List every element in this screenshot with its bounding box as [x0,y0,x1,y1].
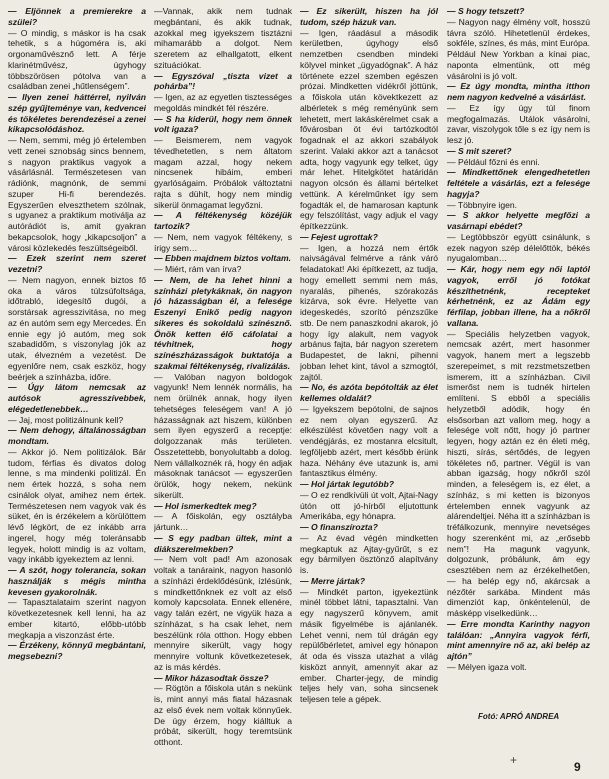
interview-answer: — Jaj, most politizálnunk kell? [8,414,124,425]
interview-answer: — Tapasztalataim szerint nagyon következetesnek kell lenni, ha az ember kitartó, előbb-utóbb megkapja a viszonzást érte. [8,597,146,640]
interview-question: — Nem dehogy, általánosságban mondtam. [8,425,146,446]
interview-question: — Nem, de ha lehet hinni a színházi pletykáknak, ön nagyon jó házasságban él, a felesége Eszenyi Enikő pedig nagyon sikeres és sokoldalú színésznő. Önök ketten élő cáfolatai a tévhitnek, hogy színészházasságok buktatója a szakmai féltékenység, rivalizálás. [154,274,292,371]
interview-question: — Érzékeny, könnyű megbántani, megsebezni? [8,640,146,661]
interview-answer: — Nem nagyon, ennek biztos fő oka a város túlzsúfoltsága, időtrabló, idegesítő dugói, a sorstársak agresszivitása, no meg az én autóm sem egy Mercedes. Én ennie egy jó autóm, meg sok szabadidőm, s viszonylag jók az utak, élvezném a vezetést. De egyenlőre nem, csak eszköz, hogy beérjek a színházba, időre. [8,274,146,382]
interview-answer: — Akkor jó. Nem politizálok. Bár tudom, férfias és divatos dolog lenne, s ma mindenki politizál. Én nem értek hozzá, s soha nem csinálok olyat, amihez nem értek. Természetesen nem vagyok vak és süket, én is érzékelem a körülöttem lévő légkört, de ez inkább arra ingerel, hogy még toleránsabb legyek, holott mindig is az voltam, vagy inkább igyekeztem az lenni. [8,446,146,565]
interview-question: — S mit szeret? [447,145,512,156]
interview-answer: —Vannak, akik nem tudnak megbántani, és akik tudnak, azokkal meg igyekszem tisztázni mihamarább a dolgot. Nem szeretem az elhallgatott, elkent szituációkat. [154,6,292,70]
interview-answer: — Beismerem, nem vagyok tévedhetetlen, s nem áltatom magam azzal, hogy nekem nincsenek hibáim, emberi gyarlóságaim. Próbálok változtatni rajta s dühít, hogy nem mindig sikerül önmagamat legyőzni. [154,135,292,210]
crop-mark: + [510,753,518,767]
interview-question: — O finanszírozta? [300,522,378,532]
interview-question: — A féltékenység közéjük tartozik? [154,210,292,231]
interview-answer: — Miért, rám van írva? [154,264,242,274]
interview-answer: — Az évad végén mindketten megkaptuk az Ajtay-gyűrűt, s ez egy bármilyen ösztönző alapítvány is. [300,532,438,575]
interview-answer: — Nem volt pad! Am azonosak voltak a tanáraink, nagyon hasonló a színházi érdeklődésünk, ízlésünk, s mindkettőnknek ez volt az első komoly kapcsolata. Ennek ellenére, vagy talán ezért, ne vigyük haza a színházat, s ha csak lehet, nem beszélünk róla otthon. Hogy ebben mennyire sikerült, vagy hogy mennyire voltunk következetesek, az is más kérdés. [154,554,292,672]
interview-answer: — Valóban nagyon boldogok vagyunk! Nem lennék normális, ha nem örülnék annak, hogy ilyen tehetséges feleségem van! A jó házasságnak azt hiszem, különben sem ilyen egyszerű a receptje: dolgozzanak más területen. Összetettebb, bonyolultabb a dolog. Nem vállalkoznék rá, hogy én adjak másoknak tanácsot — egyszerűen örülök, hogy nekem, nekünk sikerült. [154,371,292,500]
interview-answer: — O ez rendkívüli út volt, Ajtai-Nagy útón ott jó-hírből eljutottunk Amerikába, egy hónapra. [300,489,438,522]
interview-answer: — Igen, az az egyetlen tisztességes megoldás mindkét fél részére. [154,92,292,113]
interview-answer: — Speciális helyzetben vagyok, nemcsak azért, mert hasonmer vagyok, hanem mert a legszebb szerepeimet, s mit rezstmetszetben ismerem, itt a színházban. Civil ismerőst nem is tudnék hirtelen említeni. S ebből a speciális helyzetből adódik, hogy én elsősorban azt vallom meg, hogy a felesége volt nőtt, hogy jó partner legyen, hogy aztán ez én életi még, hiszti, sírás, sértődés, de legyen tökéletes nő, partner. Végül is van abban igazság, hogy nőkről szól minden, a feleségem is, ez élet, a színház, s mi ketten is bizonyos értelemben ennek vagyunk az alárendeltjei. Néha itt a színházban is tréfálkozunk, mennyire nevetséges hogy szerenként mi, az „erősebb nem”! Ha magunk vagyunk, dolgozunk, próbálunk, ám egy csesztében nem az érzékelhetően, — ha belép egy nő, akárcsak a nézőtér sarkába. Mindent más dimenziót kap, önkéntelenül, de másképp viselkedünk… [447,328,590,618]
interview-question: — Erre mondta Karinthy nagyon találóan: „Annyira vagyok férfi, mint amennyire nő az, aki belép az ajtón” [447,618,590,661]
interview-answer: — Igen, ráadásul a második kerületben, úgyhogy első nemzetben csendben mindeki kölyvel minket „ügyadógnak”. A ház története ezzel szemben egészen prózai. Mindketten vidékről jöttünk, a főiskola után kövektkezett az albérletek s még reményünk sem lehetett, mert lakáskérelmet csak a fővárosban öt évi tartózkodtól fogadnak el az akkori szabályok szerint. Valaki akkor azt a tanácsot adta, hogy vagyunk egy telket, úgy már lehet. Hitelgkötet határidán nagyon olcsón és állami bértelket vettünk. A kérelműnket így sem fogadták el, de hamarosan kaptunk egy felszólítást, vagy adjuk el vagy építkezzünk. [300,27,438,231]
text-column-1 [8,6,146,766]
interview-question: — S ha kiderül, hogy nem önnek volt igaza? [154,113,292,135]
interview-answer: — Legtöbbször együtt csinálunk, s ezek nagyon szép délelőttök, békés nyugalomban… [447,231,590,264]
interview-answer: — Igyekszem bepótolni, de sajnos ez nem olyan egyszerű. Az elkészülést követően nagy volt a vendégjárás, ez mostanra elcsitult, legföljebb azért, mert később érünk haza. Néhány éve utazunk is, ami fantasztikus élmény. [300,403,438,479]
interview-question: — Mikor házasodtak össze? [154,672,269,683]
interview-answer: — Rögtön a főiskola után s nekünk is, mint annyi más fiatal házasnak az első évek nem voltak könnyűek. De úgy érzem, hogy kiálltuk a próbát, sikerült, hogy teremtsünk otthont. [154,683,292,747]
interview-question: — S hogy tetszett? [447,6,525,16]
interview-question: — Hol ismerkedtek meg? [154,500,257,511]
interview-question: — No, és azóta bepótolták az élet kellemes oldalát? [300,382,438,403]
interview-answer: — Például főzni és enni. [447,156,540,167]
interview-answer: — Nem, nem vagyok féltékeny, s írigy sem… [154,231,292,253]
interview-question: — Ez sikerült, hiszen ha jól tudom, szép házuk van. [300,6,438,27]
interview-question: — Eljönnek a premierekre a szülei? [8,6,146,27]
text-column-3 [300,6,438,766]
interview-question: — Ezek szerint nem szeret vezetni? [8,253,146,274]
interview-answer: — Nagyon nagy élmény volt, hosszú távra szóló. Hihetetlenül érdekes, sokféle, színes, és más, mint Európa. Például New Yorkban a kínai piac, naponta elmentünk, ott még vásárolni is jó volt. [447,16,590,81]
interview-answer: — Többnyire igen. [447,199,518,210]
interview-answer: — Nem, semmi, még jó értelemben vett zenei sznobság sincs bennem, s nagyon praktikus vagyok a vásárlásnál. Természetesen van rádiónk, magnónk, de semmi szuper Hi-fi berendezés. Egyszerűen elveszthetem szólnak, s ugyanez a praktikum motiválja az autórádiót is, amit gyakran bekapcsolok, hogy „kikapcsoljon” a városi közlekedés feszültségeiből. [8,135,146,253]
interview-question: — S egy padban ültek, mint a diákszerelmekben? [154,532,292,554]
text-column-2 [154,6,292,766]
interview-question: — Fejest ugrottak? [300,231,378,242]
interview-answer: — A főiskolán, egy osztályba jártunk… [154,511,292,532]
interview-question: — Ez úgy mondta, mintha itthon nem nagyon kedvelné a vásárlást. [447,81,590,102]
interview-question: — Kár, hogy nem egy női laptól vagyok, erről jó fotókat készíthetnénk, recepteket kérhetnénk, ez az Ádám egy férfilap, jobban illene, ha a nőkről vallana. [447,264,590,328]
interview-answer: — Mélyen igaza volt. [447,661,527,672]
interview-answer: — O mindig, s máskor is ha csak tehetik, s a húgoméra is, aki orgonaművésznő lett. A férje klarinétművész, úgyhogy többszörösen pótolva van a családban zenei „hűtlenségem”. [8,27,146,92]
interview-question: — Hol jártak legutóbb? [300,479,395,489]
interview-question: — A szót, hogy tolerancia, sokan használják s mégis mintha kevesen gyakorolnák. [8,565,146,597]
interview-question: — Úgy látom nemcsak az autósok agresszívebbek, elégedetlenebbek… [8,382,146,414]
interview-answer: — Ez így úgy túl finom megfogalmazás. Utálok vásárolni, zavar, viszolygok tőle s ez így nem is lesz jó. [447,102,590,145]
interview-answer: — Mindkét parton, igyekeztünk minél többet látni, tapasztalni. Van egy nagyszerű könyvem, amit másik figyelmébe is ajánlanék. Lehet venni, nem túl drágán egy repülőbérletet, amivel egy hónapon át oda és vissza utazhat a világ kisközt annyit, amennyit akar az ember. Charter-jegy, de mindig teljes hely van, soha sincsenek teljesen tele a gépek. [300,586,438,704]
interview-question: — Egyszóval „tiszta vizet a pohárba”! [154,70,292,92]
interview-question: — Ebben majdnem biztos voltam. [154,253,292,264]
interview-answer: — Igen, a hozzá nem értők naivságával felmérve a ránk váró feladatokat! Aki építkezett, az tudja, hogy emellett semmi nem más, nyaralás, pihenés, szórakozás kizárva, sok évre. Helyette van idegeskedés, szorító pénzszűke stb. De nem panaszkodni akarok, jó hogy így alakult, nem vagyok arbánus fajta, bár nagyon szeretem Budapestet, de lakni, pihenni jobban lehet kint, távol a szmogtól, zajtól. [300,242,438,382]
text-column-4 [447,6,590,706]
interview-question: — Ilyen zenei háttérrel, nyilván szép gyűjteménye van, kedvencei és tökéletes berendezései a zenei kikapcsolódáshoz. [8,92,146,135]
photo-credit: Fotó: APRÓ ANDREA [478,712,560,721]
interview-question: — Merre jártak? [300,575,365,586]
page-number: 9 [574,760,581,774]
interview-question: — S akkor helyette megfőzi a vasárnapi ebédet? [447,210,590,231]
interview-question: — Mindkettőnek elengedhetetlen feltétele a vásárlás, ezt a felesége hagyja? [447,167,590,199]
